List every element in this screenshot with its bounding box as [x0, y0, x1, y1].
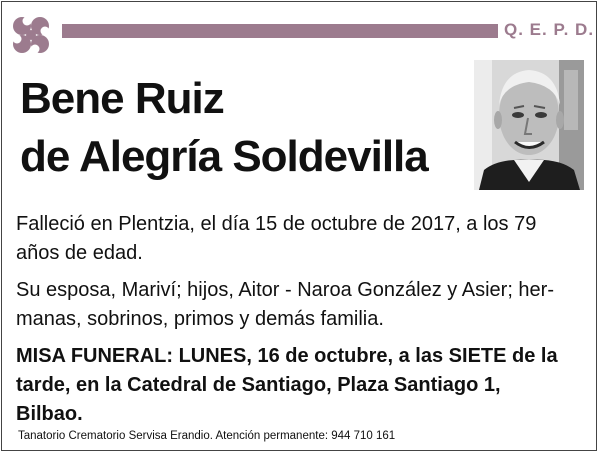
death-notice-paragraph: [16, 210, 576, 268]
qepd-heading: Q. E. P. D.: [504, 20, 595, 39]
funeral-mass-line3: Bilbao.: [16, 403, 83, 425]
death-notice-line1: Falleció en Plentzia, el día 15 de octubre de 2017, a los 79: [16, 213, 537, 235]
funeral-mass-line1: MISA FUNERAL: LUNES, 16 de octubre, a las SIETE de la: [16, 345, 558, 367]
family-paragraph: [16, 276, 576, 334]
family-line1: Su esposa, Mariví; hijos, Aitor - Naroa González y Asier; her-: [16, 279, 554, 301]
obituary-card: [1, 1, 597, 451]
death-notice-line2: años de edad.: [16, 242, 143, 264]
portrait-photo: [474, 60, 584, 190]
funeral-mass-paragraph: [16, 342, 576, 429]
family-line2: manas, sobrinos, primos y demás familia.: [16, 308, 384, 330]
funeral-mass-line2: tarde, en la Catedral de Santiago, Plaza Santiago 1,: [16, 374, 501, 396]
funeral-home-footer: Tanatorio Crematorio Servisa Erandio. Atención permanente: 944 710 161: [18, 430, 396, 442]
lauburu-icon: [8, 12, 54, 58]
deceased-name-line1: Bene Ruiz: [20, 74, 224, 123]
deceased-name-line2: de Alegría Soldevilla: [20, 132, 428, 181]
header-bar: [62, 24, 498, 38]
